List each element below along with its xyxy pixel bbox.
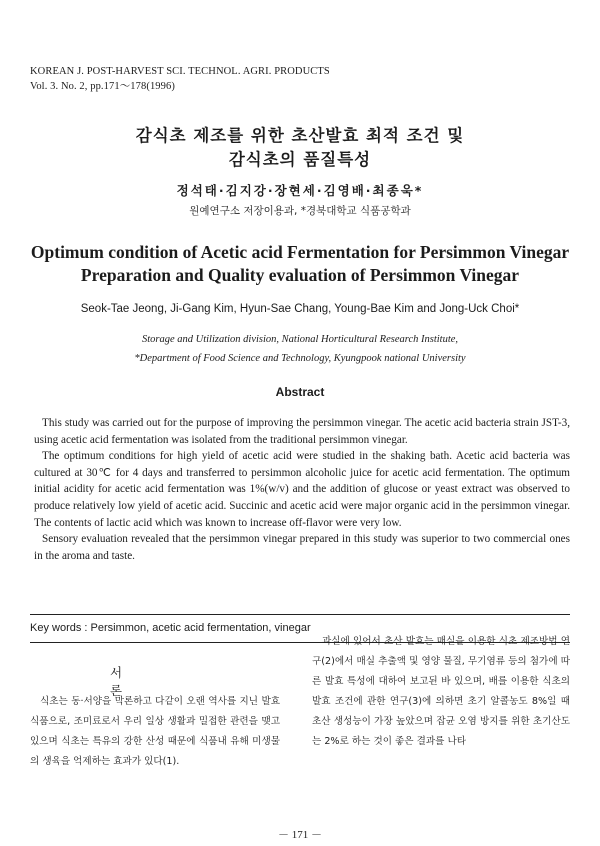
abstract-paragraph: Sensory evaluation revealed that the persimmon vinegar prepared in this study was superior to two commercial ones in the aroma and taste. [34, 533, 570, 562]
abstract-body [34, 415, 570, 564]
english-affiliation-line1: Storage and Utilization division, National Horticultural Research Institute, [141, 334, 459, 345]
english-title-line2: Preparation and Quality evaluation of Persimmon Vinegar [80, 265, 520, 285]
body-column-left [30, 692, 280, 772]
english-title-line1: Optimum condition of Acetic acid Fermentation for Persimmon Vinegar [30, 242, 570, 262]
body-paragraph: 식초는 동·서양을 막론하고 다같이 오랜 역사를 지닌 발효식품으로, 조미료로서 우리 일상 생활과 밀접한 관련을 맺고 있으며 식초는 특유의 강한 산성 때문에 식품내 유해 미생물의 생육을 억제하는 효과가 있다(1). [30, 696, 280, 767]
keywords: Key words : Persimmon, acetic acid fermentation, vinegar [30, 622, 311, 634]
divider-top [30, 614, 570, 615]
body-column-right [312, 632, 570, 752]
korean-authors: 정석태·김지강·장현세·김영배·최종욱* [176, 183, 424, 198]
page-number: － 171 － [278, 829, 322, 841]
journal-name: KOREAN J. POST-HARVEST SCI. TECHNOL. AGRI. PRODUCTS [30, 66, 330, 77]
abstract-paragraph: The optimum conditions for high yield of acetic acid were studied in the shaking bath. Acetic acid bacteria was cultured at 30℃ for 4 days and transferred to persimmon alcoholic juice for acetic acid fermentation. The optimum initial acidity for acetic acid fermentation was 1%(w/v) and the addition of glucose or yeast extract was observed to produce relatively low yield of acetic acid. Succinic and acetic acid were major organic acid in the persimmon vinegar. The contents of lactic acid which was known to increase off-flavor were very low. [34, 450, 570, 529]
korean-title-line1: 감식초 제조를 위한 초산발효 최적 조건 및 [135, 126, 465, 145]
body-paragraph: 과실에 있어서 초산 발효는 매실을 이용한 식초 제조방법 연구(2)에서 매실 추출액 및 영양 물질, 무기염류 등의 첨가에 따른 발효 특성에 대하여 보고된 바 있으며, 배를 이용한 식초의 발효 조건에 관한 연구(3)에 의하면 초기 알콜농도 8%일 때 초산 생성능이 가장 높았으며 잡균 오염 방지를 위한 초기산도는 2%로 하는 것이 좋은 결과를 나타 [312, 636, 570, 747]
english-authors: Seok-Tae Jeong, Ji-Gang Kim, Hyun-Sae Chang, Young-Bae Kim and Jong-Uck Choi* [80, 303, 520, 315]
abstract-paragraph: This study was carried out for the purpose of improving the persimmon vinegar. The acetic acid bacteria strain JST-3, using acetic acid fermentation was isolated from the traditional persimmon vinegar. [34, 417, 570, 446]
abstract-heading: Abstract [275, 385, 325, 399]
section-heading: 서 론 [110, 665, 145, 698]
journal-header [30, 64, 330, 94]
korean-title-line2: 감식초의 품질특성 [228, 150, 372, 169]
journal-volume: Vol. 3. No. 2, pp.171～178(1996) [30, 81, 175, 92]
korean-affiliation: 원예연구소 저장이용과, *경북대학교 식품공학과 [189, 205, 411, 217]
english-affiliation-line2: *Department of Food Science and Technology, Kyungpook national University [134, 353, 466, 364]
